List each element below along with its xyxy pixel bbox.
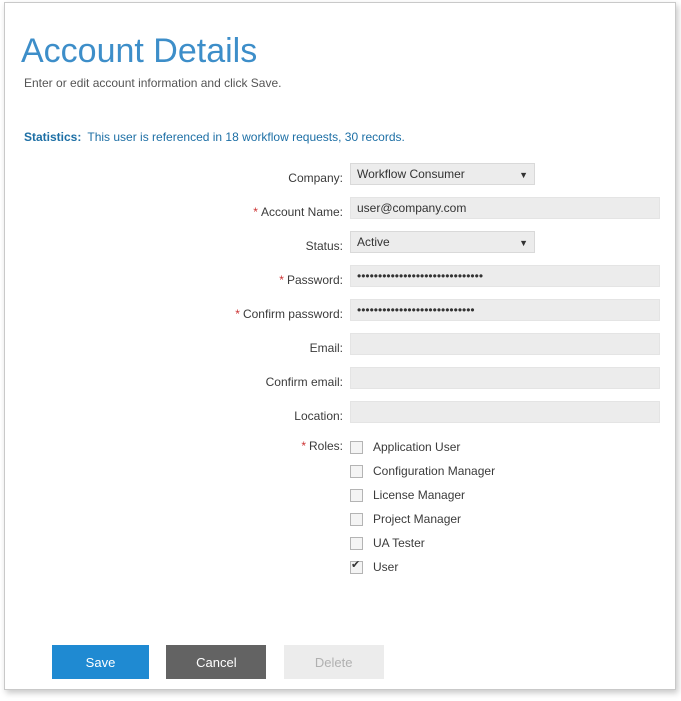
account-name-label: [5, 197, 343, 223]
confirm-password-label: [5, 299, 343, 325]
role-label: Application User: [373, 440, 461, 454]
role-label: Project Manager: [373, 512, 462, 526]
status-label: Status:: [305, 239, 343, 253]
role-label: User: [373, 560, 399, 574]
list-item[interactable]: [350, 507, 495, 531]
location-label: Location:: [294, 409, 343, 423]
statistics-label: Statistics:: [24, 130, 82, 144]
delete-button[interactable]: Delete: [284, 645, 384, 679]
password-input[interactable]: [350, 265, 660, 287]
role-label: UA Tester: [373, 536, 425, 550]
row-account-name: [5, 197, 677, 231]
page-subtitle: Enter or edit account information and click Save.: [24, 76, 282, 90]
checkbox-application-user[interactable]: [350, 441, 363, 454]
company-selected-value: Workflow Consumer: [357, 167, 465, 181]
checkbox-license-manager[interactable]: [350, 489, 363, 502]
required-marker: *: [301, 439, 306, 453]
list-item[interactable]: [350, 459, 495, 483]
confirm-email-label: Confirm email:: [265, 375, 343, 389]
button-bar: [52, 645, 384, 679]
checkbox-user[interactable]: [350, 561, 363, 574]
email-field[interactable]: [350, 333, 660, 355]
roles-list: [350, 435, 495, 579]
row-status: [5, 231, 677, 265]
page-title: Account Details: [21, 31, 258, 70]
confirm-email-field-wrap: [350, 367, 660, 389]
list-item[interactable]: [350, 555, 495, 579]
company-field: [350, 163, 535, 185]
confirm-password-label-text: Confirm password:: [242, 307, 343, 321]
account-name-field: [350, 197, 660, 219]
location-field-wrap: [350, 401, 660, 423]
company-select[interactable]: [350, 163, 535, 185]
checkbox-ua-tester[interactable]: [350, 537, 363, 550]
row-confirm-email: [5, 367, 677, 401]
location-field[interactable]: [350, 401, 660, 423]
email-label: Email:: [309, 341, 343, 355]
list-item[interactable]: [350, 483, 495, 507]
cancel-button[interactable]: Cancel: [166, 645, 266, 679]
confirm-email-field[interactable]: [350, 367, 660, 389]
required-marker: *: [235, 307, 240, 321]
roles-label: [5, 435, 343, 453]
confirm-password-input[interactable]: [350, 299, 660, 321]
status-select[interactable]: [350, 231, 535, 253]
row-confirm-password: [5, 299, 677, 333]
confirm-password-field: [350, 299, 660, 321]
password-label: [5, 265, 343, 291]
account-name-label-text: Account Name:: [260, 205, 343, 219]
password-field: [350, 265, 660, 287]
required-marker: *: [279, 273, 284, 287]
password-label-text: Password:: [286, 273, 343, 287]
statistics-text: This user is referenced in 18 workflow requests, 30 records.: [87, 130, 405, 144]
save-button[interactable]: Save: [52, 645, 149, 679]
roles-label-text: Roles:: [308, 439, 343, 453]
account-form: [5, 163, 677, 579]
list-item[interactable]: [350, 531, 495, 555]
chevron-down-icon: ▼: [519, 238, 528, 248]
row-password: [5, 265, 677, 299]
list-item[interactable]: [350, 435, 495, 459]
required-marker: *: [253, 205, 258, 219]
company-label: Company:: [288, 171, 343, 185]
row-company: [5, 163, 677, 197]
checkbox-project-manager[interactable]: [350, 513, 363, 526]
row-roles: [5, 435, 677, 579]
status-field: [350, 231, 535, 253]
row-location: [5, 401, 677, 435]
row-email: [5, 333, 677, 367]
statistics-line: [24, 130, 405, 144]
role-label: Configuration Manager: [373, 464, 496, 478]
checkbox-configuration-manager[interactable]: [350, 465, 363, 478]
status-selected-value: Active: [357, 235, 390, 249]
account-name-input[interactable]: [350, 197, 660, 219]
window-frame: [4, 2, 676, 690]
email-field-wrap: [350, 333, 660, 355]
role-label: License Manager: [373, 488, 466, 502]
chevron-down-icon: ▼: [519, 170, 528, 180]
